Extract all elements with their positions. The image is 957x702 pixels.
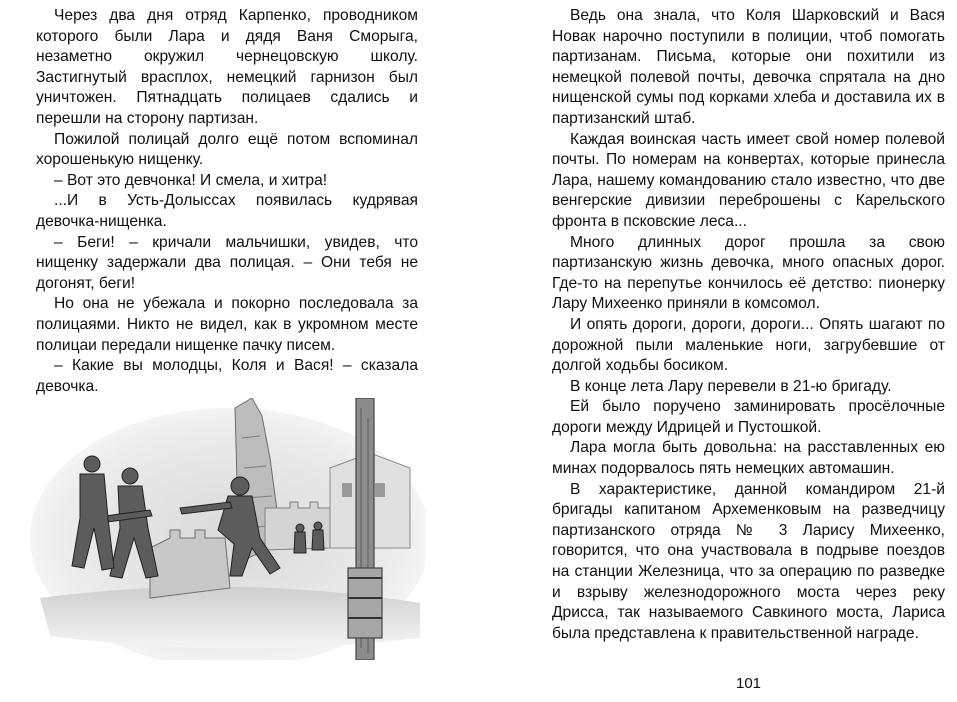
right-page — [552, 6, 945, 644]
building-window — [375, 483, 385, 497]
right-paragraph-1: Ведь она знала, что Коля Шарковский и Вася Новак нарочно поступили в полиции, чтоб помогать партизанам. Письма, которые они похитили из немецкой полевой почты, девочка спрятала на дно нищенской сумы под корками хлеба и доставила их в партизанский штаб. — [552, 7, 945, 127]
left-paragraph-6: Но она не убежала и покорно последовала за полицаями. Никто не видел, как в укромном месте полицаи передали нищенке пачку писем. — [36, 295, 418, 354]
left-paragraph-5: – Беги! – кричали мальчишки, увидев, что нищенку задержали два полицая. – Они тебя не догонят, беги! — [36, 233, 418, 292]
right-paragraph-2: Каждая воинская часть имеет свой номер полевой почты. По номерам на конвертах, которые принесла Лара, нашему командованию стало известно, что две венгерские дивизии переброшены с Карельского фронта в псковские леса... — [552, 130, 945, 230]
right-paragraph-5: В конце лета Лару перевели в 21-ю бригаду. — [570, 377, 892, 395]
partisans-illustration — [30, 398, 425, 660]
left-paragraph-7: – Какие вы молодцы, Коля и Вася! – сказала девочка. — [36, 357, 418, 395]
right-paragraph-4: И опять дороги, дороги, дороги... Опять шагают по дорожной пыли маленькие ноги, загрубевшие от долгой ходьбы босиком. — [552, 315, 945, 375]
left-paragraph-2: Пожилой полицай долго ещё потом вспоминал хорошенькую нищенку. — [36, 130, 418, 169]
building-window — [342, 483, 352, 497]
left-page — [36, 6, 418, 397]
page-number: 101 — [736, 675, 762, 692]
right-paragraph-7: Лара могла быть довольна: на расставленных ею минах подорвалось пять немецких автомашин. — [552, 439, 945, 478]
left-paragraph-4: ...И в Усть-Долыссах появилась кудрявая девочка-нищенка. — [36, 192, 418, 230]
right-paragraph-8: В характеристике, данной командиром 21-й бригады капитаном Археменковым на разведчицу партизанского отряда № 3 Ларису Михеенко, говорится, что она участвовала в подрыве поездов на станции Железница, что за операцию по разведке и взрыву железнодорожного моста через реку Дрисса, так называемого Савкиного моста, Лариса была представлена к правительственной награде. — [552, 480, 945, 642]
right-paragraph-3: Много длинных дорог прошла за свою партизанскую жизнь девочка, много опасных дорог. Где-то на перепутье кончилось её детство: пионерку Лару Михеенко приняли в комсомол. — [552, 233, 945, 313]
right-paragraph-6: Ей было поручено заминировать просёлочные дороги между Идрицей и Пустошкой. — [552, 398, 945, 436]
left-paragraph-1: Через два дня отряд Карпенко, проводником которого были Лара и дядя Ваня Сморыга, незаметно окружил чернецовскую школу. Застигнутый врасплох, немецкий гарнизон был уничтожен. Пятнадцать полицаев сдались и перешли на сторону партизан. — [36, 7, 418, 127]
left-paragraph-3: – Вот это девчонка! И смела, и хитра! — [54, 171, 328, 189]
